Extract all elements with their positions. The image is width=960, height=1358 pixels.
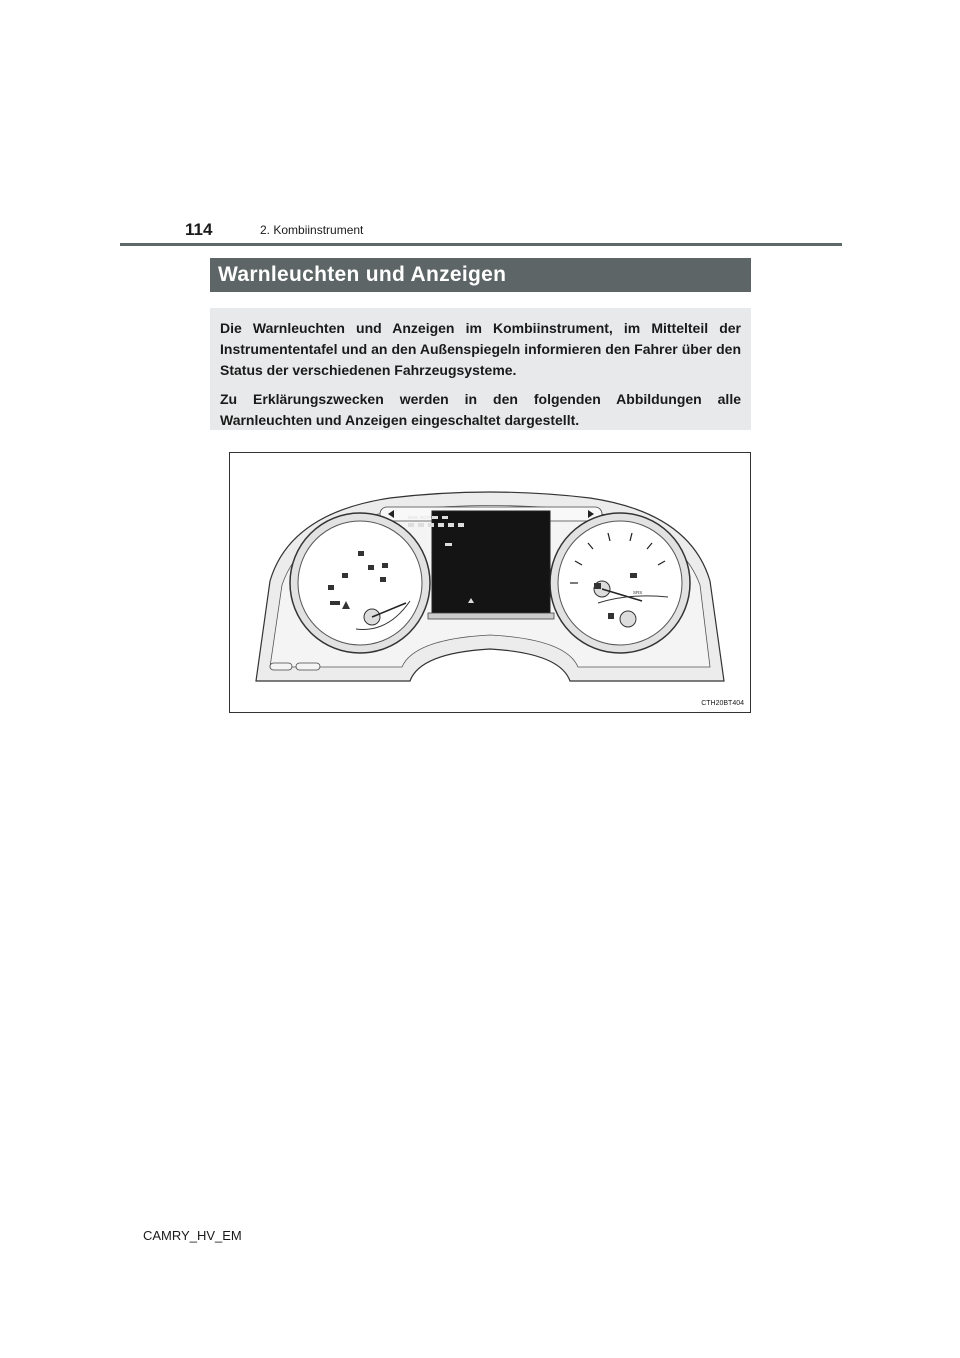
cluster-lower-bezel: [428, 613, 554, 619]
heading-title: Warnleuchten und Anzeigen: [218, 263, 507, 286]
cluster-illustration: [230, 453, 752, 714]
rcta-label: RCTA: [420, 515, 432, 520]
instrument-cluster-figure: [229, 452, 751, 713]
left-switch-1: [270, 663, 292, 670]
intro-paragraph-1: Die Warnleuchten und Anzeigen im Kombiinstrument, im Mittelteil der Instrumententafel und an den Außenspiegeln informieren den Fahrer über den Status der verschiedenen Fahrzeugsysteme.: [220, 320, 741, 378]
left-switch-2: [296, 663, 320, 670]
intro-box: [210, 308, 751, 430]
srs-label: SRS: [633, 590, 643, 595]
left-gauge-face: [298, 521, 422, 645]
footer-code: CAMRY_HV_EM: [143, 1228, 242, 1243]
fuel-gauge-hub: [620, 611, 636, 627]
header-rule: [120, 243, 842, 246]
page-number: 114: [185, 220, 213, 239]
intro-paragraph-2: Zu Erklärungszwecken werden in den folgenden Abbildungen alle Warnleuchten und Anzeigen eingeschaltet dargestellt.: [220, 391, 741, 428]
figure-code: CTH20BT404: [701, 700, 744, 707]
bsm-label: BSM: [408, 515, 418, 520]
section-title: 2. Kombiinstrument: [260, 223, 364, 237]
heading-bar: [210, 258, 751, 292]
